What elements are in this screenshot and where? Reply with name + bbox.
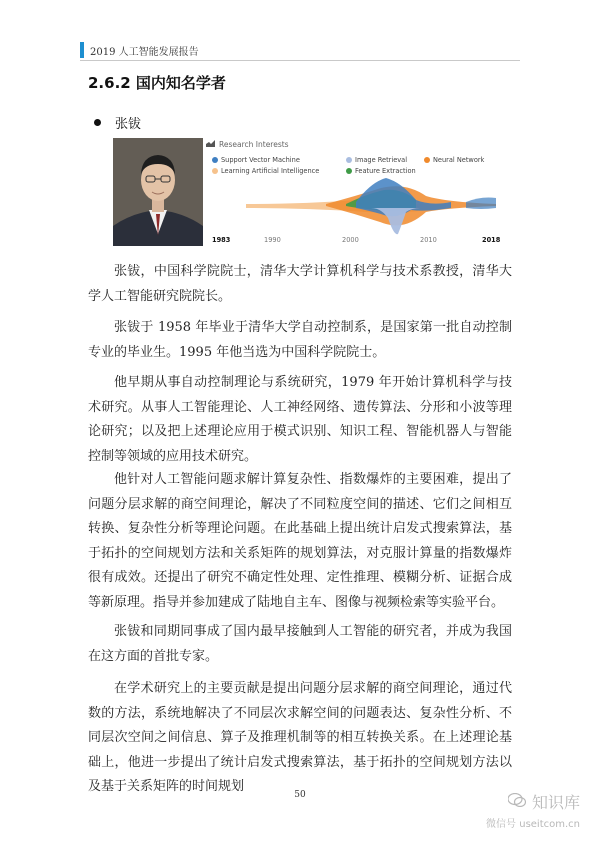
paragraph-text: 他针对人工智能问题求解计算复杂性、指数爆炸的主要困难，提出了问题分层求解的商空间理论，解决了不同粒度空间的描述、它们之间相互转换、复杂性分析等理论问题。在此基础上提出统计启发式搜索算法，基于拓扑的空间规划方法和关系矩阵的规划算法，对克服计算量的指数爆炸很有成效。还提出了研究不确定性处理、定性推理、模糊分析、证据合成等新原理。指导并参加建成了陆地自主车、图像与视频检索等实验平台。 bbox=[88, 472, 512, 610]
paragraph bbox=[88, 677, 512, 800]
paragraph bbox=[88, 260, 512, 309]
legend-item bbox=[212, 156, 300, 164]
running-header bbox=[80, 40, 199, 60]
streamgraph-x-axis bbox=[206, 236, 512, 248]
x-tick-label: 2018 bbox=[482, 236, 501, 244]
header-title: 2019 人工智能发展报告 bbox=[90, 46, 199, 58]
watermark-brand: 知识库 bbox=[531, 793, 580, 812]
stream-tail-blue bbox=[466, 198, 496, 210]
watermark bbox=[486, 790, 580, 830]
legend-item bbox=[212, 167, 319, 175]
paragraph-text: 张钹于 1958 年毕业于清华大学自动控制系，是国家第一批自动控制专业的毕业生。1995 年他当选为中国科学院院士。 bbox=[88, 320, 512, 360]
legend-swatch bbox=[212, 157, 218, 163]
area-chart-icon bbox=[206, 140, 215, 149]
legend-label: Feature Extraction bbox=[355, 167, 416, 175]
legend-swatch bbox=[212, 168, 218, 174]
legend-swatch bbox=[424, 157, 430, 163]
header-divider bbox=[80, 60, 520, 61]
paragraph bbox=[88, 316, 512, 365]
research-interests-widget bbox=[206, 140, 512, 248]
x-tick-label: 1983 bbox=[212, 236, 231, 244]
x-tick-label: 1990 bbox=[264, 236, 281, 244]
streamgraph bbox=[206, 178, 512, 236]
research-interests-heading bbox=[206, 140, 289, 149]
research-interests-title: Research Interests bbox=[219, 140, 289, 149]
paragraph bbox=[88, 371, 512, 469]
paragraph-text: 张钹，中国科学院院士，清华大学计算机科学与技术系教授，清华大学人工智能研究院院长。 bbox=[88, 264, 512, 304]
bullet-dot-icon bbox=[94, 119, 101, 126]
section-title: 2.6.2 国内知名学者 bbox=[88, 74, 226, 92]
paragraph bbox=[88, 620, 512, 669]
legend-swatch bbox=[346, 157, 352, 163]
wechat-icon bbox=[508, 792, 526, 811]
page-number: 50 bbox=[294, 790, 306, 800]
legend-swatch bbox=[346, 168, 352, 174]
legend-item bbox=[424, 156, 484, 164]
legend-item bbox=[346, 167, 416, 175]
legend-label: Neural Network bbox=[433, 156, 485, 164]
scholar-portrait-photo bbox=[113, 138, 203, 246]
scholar-name: 张钹 bbox=[115, 117, 142, 132]
portrait-illustration bbox=[113, 138, 203, 246]
x-tick-label: 2000 bbox=[342, 236, 359, 244]
paragraph-text: 他早期从事自动控制理论与系统研究，1979 年开始计算机科学与技术研究。从事人工智能理论、人工神经网络、遗传算法、分形和小波等理论研究；以及把上述理论应用于模式识别、知识工程、智能机器人与智能控制等领域的应用技术研究。 bbox=[88, 375, 512, 464]
watermark-sub: 微信号 useitcom.cn bbox=[486, 819, 580, 830]
legend-label: Support Vector Machine bbox=[221, 156, 300, 164]
paragraph-text: 张钹和同期同事成了国内最早接触到人工智能的研究者，并成为我国在这方面的首批专家。 bbox=[88, 624, 512, 664]
x-tick-label: 2010 bbox=[420, 236, 437, 244]
legend-item bbox=[346, 156, 407, 164]
legend-label: Image Retrieval bbox=[355, 156, 408, 164]
paragraph bbox=[88, 468, 512, 615]
scholar-bullet bbox=[94, 113, 141, 132]
legend-label: Learning Artificial Intelligence bbox=[221, 167, 320, 175]
header-accent-bar bbox=[80, 42, 84, 58]
paragraph-text: 在学术研究上的主要贡献是提出问题分层求解的商空间理论，通过代数的方法，系统地解决了不同层次求解空间的问题表达、复杂性分析、不同层次空间之间信息、算子及推理机制等的相互转换关系。在上述理论基础上，他进一步提出了统计启发式搜索算法，基于拓扑的空间规划方法以及基于关系矩阵的时间规划 bbox=[88, 681, 512, 794]
